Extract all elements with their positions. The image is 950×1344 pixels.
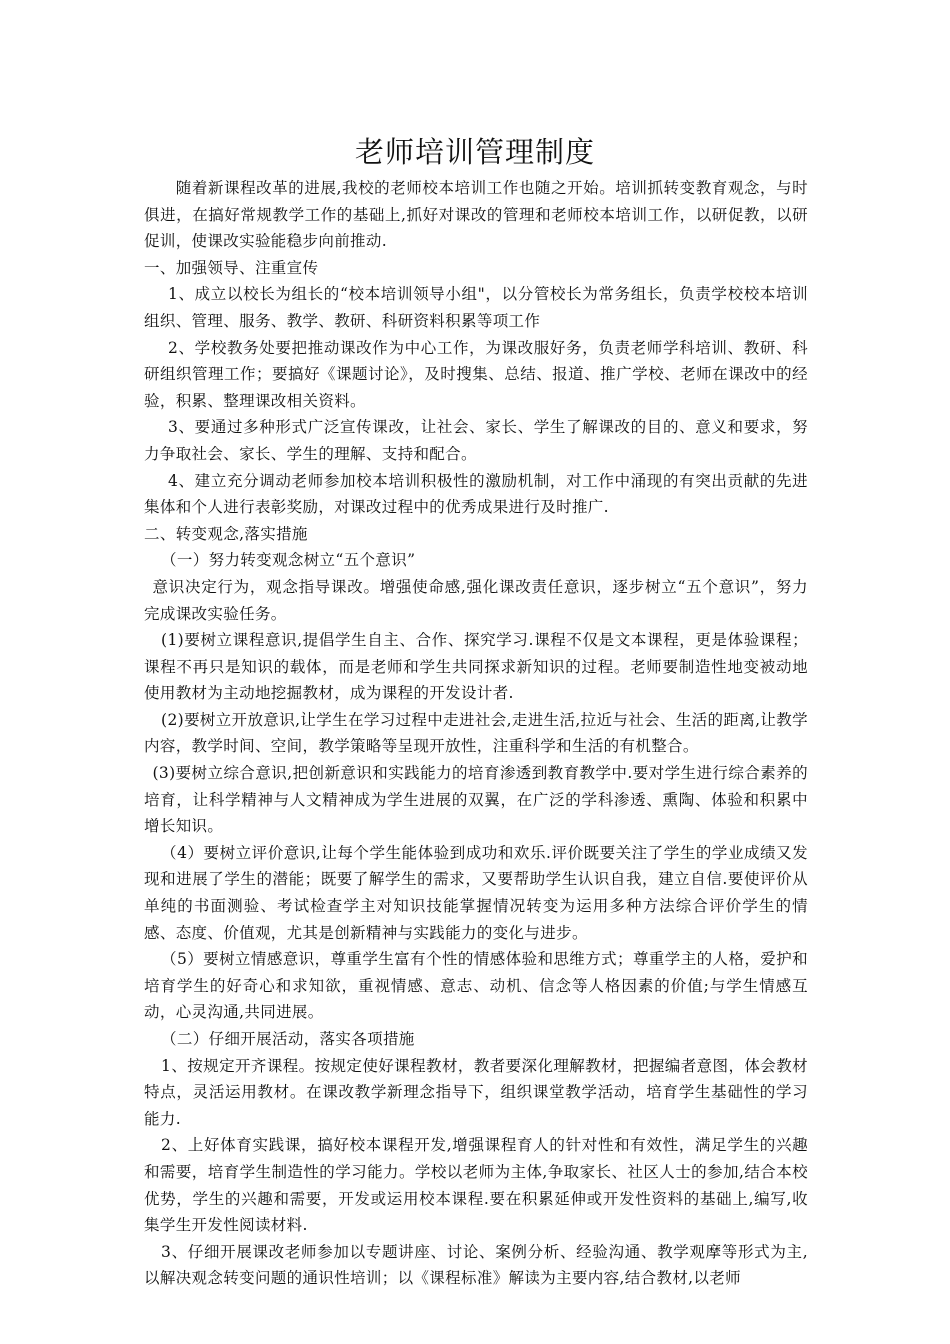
section-heading-1: 一、加强领导、注重宣传 [144,258,319,277]
subsection-heading-2: （二）仔细开展活动，落实各项措施 [161,1030,415,1048]
list-item: 3、要通过多种形式广泛宣传课改，让社会、家长、学生了解课改的目的、意义和要求，努力争取社会、家长、学生的理解、支持和配合。 [144,418,808,463]
document-title: 老师培训管理制度 [354,135,595,169]
list-item: 1、按规定开齐课程。按规定使好课程教材，教者要深化理解教材，把握编者意图，体会教材特点，灵活运用教材。在课改教学新理念指导下，组织课堂教学活动，培育学生基础性的学习能力. [144,1056,808,1128]
list-item: (1)要树立课程意识,提倡学生自主、合作、探究学习.课程不仅是文本课程，更是体验课程；课程不再只是知识的载体，而是老师和学生共同探求新知识的过程。老师要制造性地变被动地使用教材为主动地挖掘教材，成为课程的开发设计者. [144,631,808,703]
list-item: （5）要树立情感意识，尊重学生富有个性的情感体验和思维方式；尊重学主的人格，爱护和培育学生的好奇心和求知欲，重视情感、意志、动机、信念等人格因素的价值;与学生情感互动，心灵沟通,共同进展。 [144,950,808,1022]
list-item: (3)要树立综合意识,把创新意识和实践能力的培育渗透到教育教学中.要对学生进行综合素养的培育，让科学精神与人文精神成为学生进展的双翼，在广泛的学科渗透、熏陶、体验和积累中增长知识。 [144,764,808,836]
list-item: 1、成立以校长为组长的“校本培训领导小组"，以分管校长为常务组长，负责学校校本培训组织、管理、服务、教学、教研、科研资料积累等项工作 [144,285,808,330]
intro-paragraph: 随着新课程改革的进展,我校的老师校本培训工作也随之开始。培训抓转变教育观念，与时俱进，在搞好常规教学工作的基础上,抓好对课改的管理和老师校本培训工作，以研促教，以研促训，使课改实验能稳步向前推动. [144,179,808,251]
list-item: 3、仔细开展课改老师参加以专题讲座、讨论、案例分析、经验沟通、教学观摩等形式为主,以解决观念转变问题的通识性培训；以《课程标准》解读为主要内容,结合教材,以老师 [144,1242,808,1288]
list-item: 2、学校教务处要把推动课改作为中心工作，为课改服好务，负责老师学科培训、教研、科研组织管理工作；要搞好《课题讨论》，及时搜集、总结、报道、推广学校、老师在课改中的经验，积累、整理课改相关资料。 [144,338,808,410]
list-item: （4）要树立评价意识,让每个学生能体验到成功和欢乐.评价既要关注了学生的学业成绩又发现和进展了学生的潜能；既要了解学生的需求，又要帮助学生认识自我，建立自信.要使评价从单纯的书面测验、考试检查学主对知识技能掌握情况转变为运用多种方法综合评价学生的情感、态度、价值观，尤其是创新精神与实践能力的变化与进步。 [144,843,808,942]
list-item: (2)要树立开放意识,让学生在学习过程中走进社会,走进生活,拉近与社会、生活的距离,让教学内容，教学时间、空间，教学策略等呈现开放性，注重科学和生活的有机整合。 [144,710,808,756]
list-item: 2、上好体育实践课，搞好校本课程开发,增强课程育人的针对性和有效性，满足学生的兴趣和需要，培育学生制造性的学习能力。学校以老师为主体,争取家长、社区人士的参加,结合本校优势，学生的兴趣和需要，开发或运用校本课程.要在积累延伸或开发性资料的基础上,编写,收集学生开发性阅读材料. [144,1136,808,1235]
document-body [144,175,808,1292]
list-item: 4、建立充分调动老师参加校本培训积极性的激励机制，对工作中涌现的有突出贡献的先进集体和个人进行表彰奖励，对课改过程中的优秀成果进行及时推广. [144,471,808,517]
section-heading-2: 二、转变观念,落实措施 [144,524,308,543]
body-paragraph: 意识决定行为，观念指导课改。增强使命感,强化课改责任意识，逐步树立“五个意识”，努力完成课改实验任务。 [144,577,808,623]
subsection-heading-1: （一）努力转变观念树立“五个意识” [161,551,416,570]
